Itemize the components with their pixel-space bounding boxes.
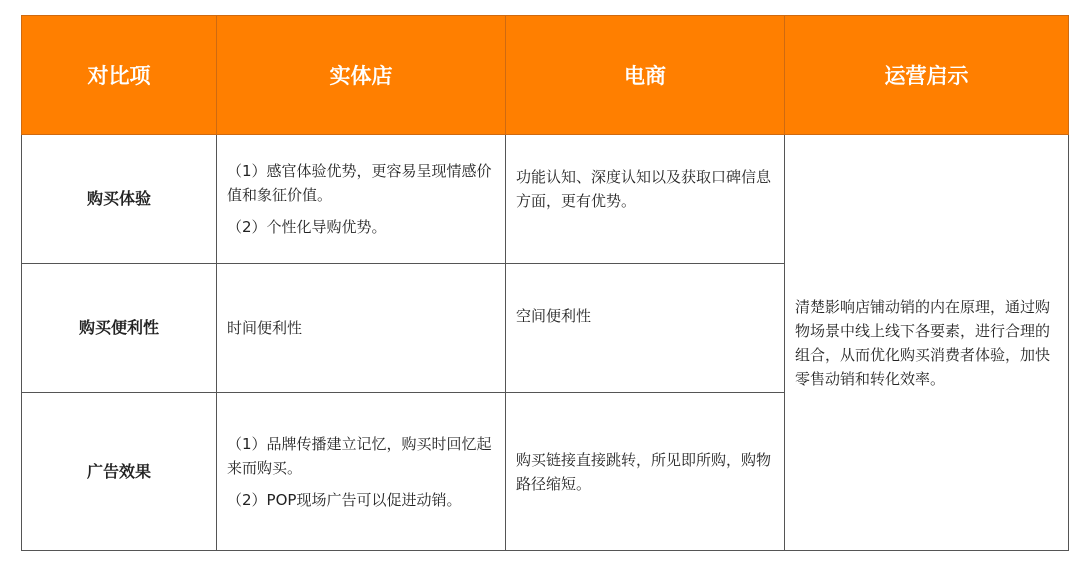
ecommerce-advertising-effect bbox=[506, 393, 785, 551]
table-header-row bbox=[22, 16, 1069, 135]
ecommerce-purchase-experience bbox=[506, 135, 785, 264]
comparison-table-container bbox=[21, 15, 1068, 551]
row-label-advertising-effect: 广告效果 bbox=[22, 393, 217, 551]
ecommerce-purchase-convenience bbox=[506, 264, 785, 393]
physical-advertising-effect bbox=[217, 393, 506, 551]
row-label-purchase-convenience: 购买便利性 bbox=[22, 264, 217, 393]
physical-purchase-experience-point-1: （1）感官体验优势，更容易呈现情感价值和象征价值。 bbox=[227, 162, 492, 204]
ecommerce-purchase-experience-text: 功能认知、深度认知以及获取口碑信息方面，更有优势。 bbox=[516, 168, 772, 210]
header-physical-store: 实体店 bbox=[217, 16, 506, 135]
comparison-table bbox=[21, 15, 1069, 551]
physical-purchase-experience bbox=[217, 135, 506, 264]
header-ecommerce: 电商 bbox=[506, 16, 785, 135]
ecommerce-purchase-convenience-text: 空间便利性 bbox=[516, 307, 592, 325]
physical-advertising-effect-point-2: （2）POP现场广告可以促进动销。 bbox=[227, 490, 462, 509]
ecommerce-advertising-effect-text: 购买链接直接跳转，所见即所购，购物路径缩短。 bbox=[516, 450, 772, 493]
physical-purchase-experience-point-2: （2）个性化导购优势。 bbox=[227, 218, 387, 236]
header-comparison-item: 对比项 bbox=[22, 16, 217, 135]
row-label-purchase-experience: 购买体验 bbox=[22, 135, 217, 264]
physical-purchase-convenience-text: 时间便利性 bbox=[227, 319, 303, 337]
physical-advertising-effect-point-1: （1）品牌传播建立记忆，购买时回忆起来而购买。 bbox=[227, 434, 492, 477]
table-row-purchase-experience bbox=[22, 135, 1069, 264]
header-operation-insight: 运营启示 bbox=[785, 16, 1069, 135]
operation-insight-cell bbox=[785, 135, 1069, 551]
physical-purchase-convenience bbox=[217, 264, 506, 393]
operation-insight-text: 清楚影响店铺动销的内在原理，通过购物场景中线上线下各要素，进行合理的组合，从而优化购买消费者体验，加快零售动销和转化效率。 bbox=[795, 297, 1051, 388]
